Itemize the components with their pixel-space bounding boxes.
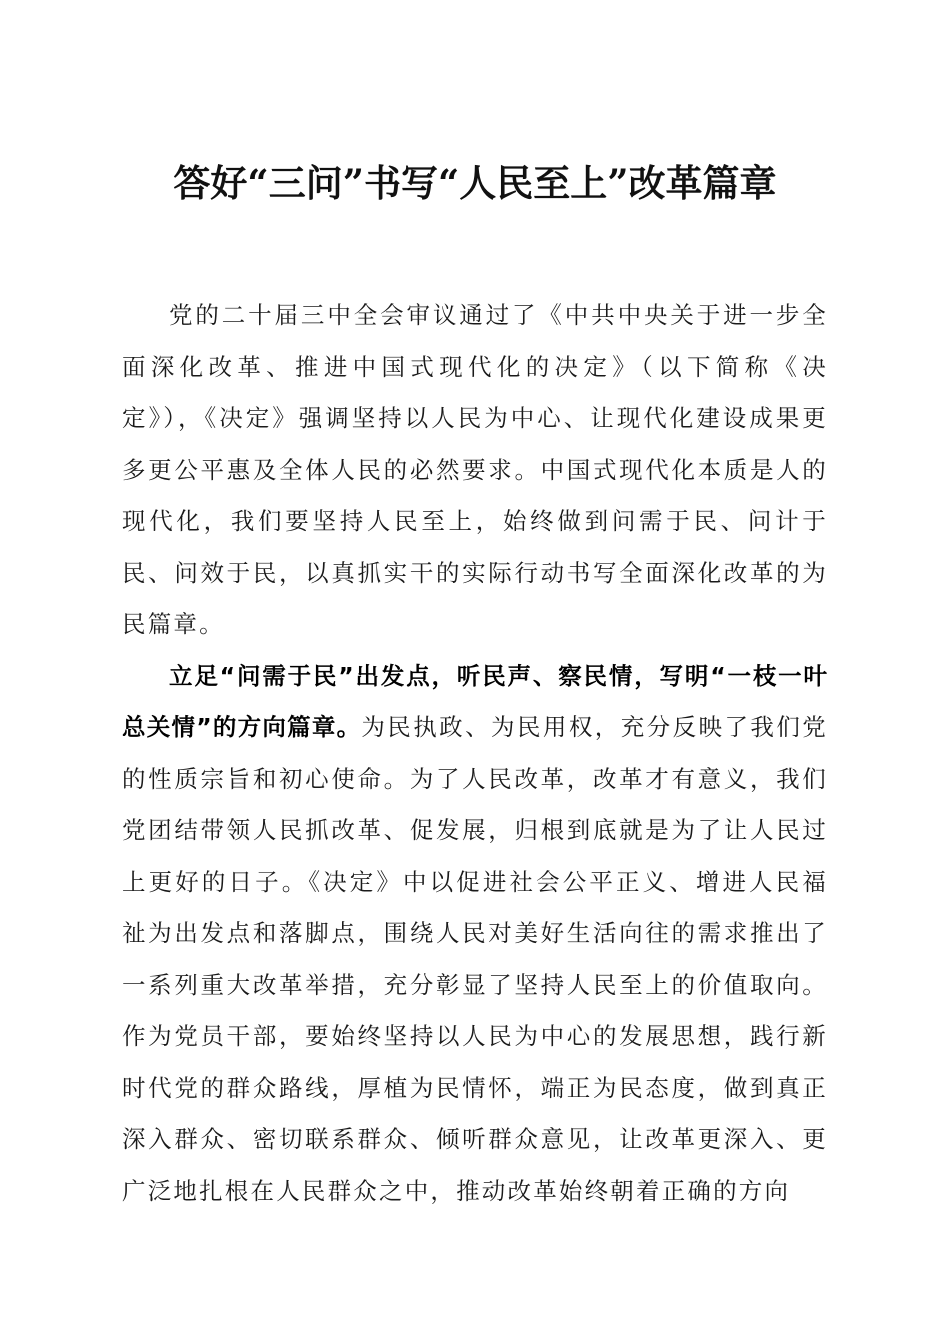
paragraph-intro-text: 党的二十届三中全会审议通过了《中共中央关于进一步全面深化改革、推进中国式现代化的决定》（以下简称《决定》），《决定》强调坚持以人民为中心、让现代化建设成果更多更公平惠及全体人民的必然要求。中国式现代化本质是人的现代化，我们要坚持人民至上，始终做到问需于民、问计于民、问效于民，以真抓实干的实际行动书写全面深化改革的为民篇章。 [122, 301, 828, 638]
paragraph-section-1 [122, 651, 828, 1218]
paragraph-section-1-text: 为民执政、为民用权，充分反映了我们党的性质宗旨和初心使命。为了人民改革，改革才有意义，我们党团结带领人民抓改革、促发展，归根到底就是为了让人民过上更好的日子。《决定》中以促进社会公平正义、增进人民福祉为出发点和落脚点，围绕人民对美好生活向往的需求推出了一系列重大改革举措，充分彰显了坚持人民至上的价值取向。作为党员干部，要始终坚持以人民为中心的发展思想，践行新时代党的群众路线，厚植为民情怀，端正为民态度，做到真正深入群众、密切联系群众、倾听群众意见，让改革更深入、更广泛地扎根在人民群众之中，推动改革始终朝着正确的方向 [122, 713, 828, 1205]
paragraph-intro [122, 290, 828, 651]
paragraph-section-1-lead: 立足“问需于民”出发点，听民声、察民情，写明“一枝一叶总关情”的方向篇章。 [122, 661, 828, 741]
document-title: 答好“三问”书写“人民至上”改革篇章 [173, 161, 777, 205]
document-body [122, 290, 828, 1217]
